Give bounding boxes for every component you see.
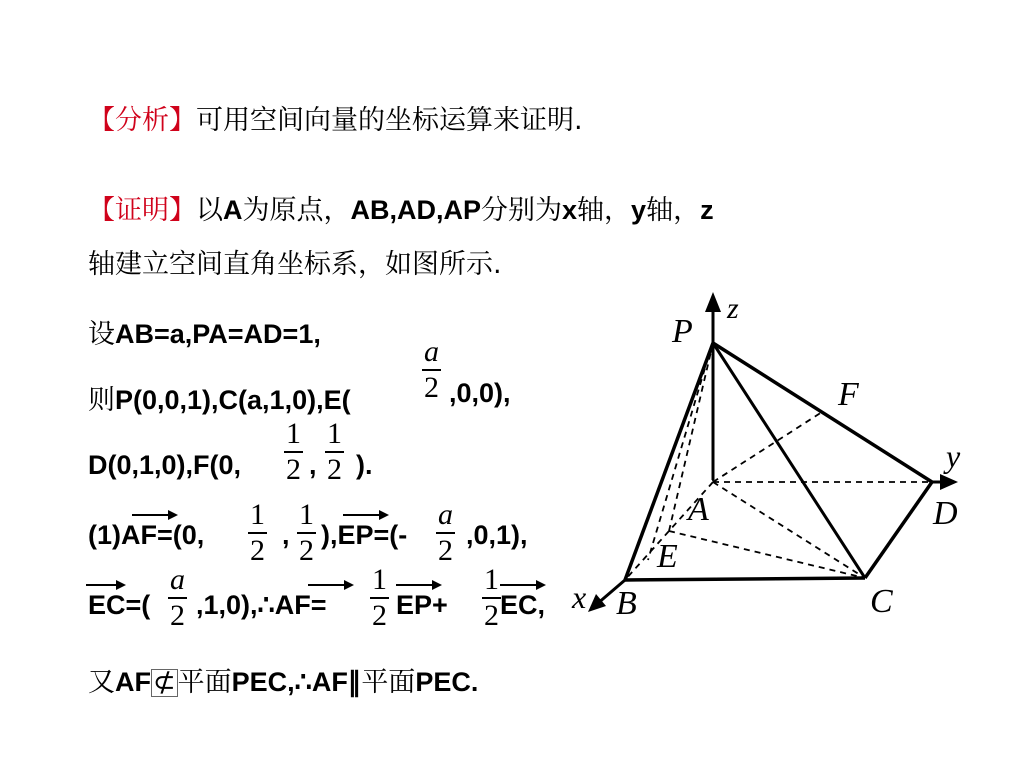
x-axis (597, 580, 625, 604)
step-1-text: AB=a,PA=AD=1, (115, 319, 321, 349)
edge-PD (713, 343, 932, 482)
dashed-AB (625, 482, 713, 580)
step-5-f3-num: 1 (482, 565, 501, 599)
step-4-f3-num: a (436, 500, 455, 534)
proof-text-a: 以 (196, 195, 223, 226)
label-A: A (688, 491, 709, 528)
dashed-AF (713, 412, 822, 482)
proof-text-f: x (562, 195, 578, 225)
z-arrowhead (705, 292, 721, 312)
analysis-tag: 【分析】 (88, 105, 196, 136)
label-z: z (727, 292, 739, 325)
step-4-fraction-3 (436, 500, 455, 566)
proof-text-g: 轴， (577, 195, 632, 226)
proof-text-j: z (700, 195, 714, 225)
step-3-f1-num: 1 (284, 419, 303, 453)
dashed-EC (669, 531, 865, 578)
step-6-text1: AF (115, 667, 151, 697)
step-5-f1-den: 2 (170, 599, 185, 632)
proof-text-i: 轴， (646, 195, 701, 226)
step-4-f3-den: 2 (438, 534, 453, 567)
step-5-text2: ,1,0),∴AF= (196, 590, 327, 620)
label-x: x (572, 579, 587, 615)
edge-BC (625, 578, 865, 580)
step-3-f1-den: 2 (286, 453, 301, 486)
step-2-frac-den: 2 (424, 371, 439, 404)
label-F: F (838, 376, 859, 413)
step-6-text2: 平面 (177, 667, 232, 698)
step-5-f2-den: 2 (372, 599, 387, 632)
step-3-f2-num: 1 (325, 419, 344, 453)
dashed-AC (713, 482, 865, 578)
proof-text-h: y (631, 195, 647, 225)
step-5-fraction-2 (370, 565, 389, 631)
analysis-line (88, 98, 583, 137)
step-1 (88, 312, 321, 351)
edge-PC (713, 343, 865, 578)
step-4-fraction-2 (297, 500, 316, 566)
step-4-fraction-1 (248, 500, 267, 566)
y-arrowhead (940, 474, 958, 490)
label-B: B (616, 585, 637, 622)
step-5-fraction-1 (168, 565, 187, 631)
step-3-text1: D(0,1,0),F(0, (88, 450, 242, 480)
step-4-comma: , (282, 520, 290, 550)
proof-line-1 (88, 188, 714, 227)
label-P: P (672, 313, 693, 350)
label-E: E (657, 538, 678, 575)
step-4-f2-den: 2 (299, 534, 314, 567)
label-y: y (946, 438, 961, 474)
step-3-fraction-1 (284, 419, 303, 485)
x-arrowhead (588, 594, 606, 612)
proof-tag: 【证明】 (88, 195, 196, 226)
label-C: C (870, 583, 893, 620)
step-4-f1-num: 1 (248, 500, 267, 534)
step-4-text2: ),EP=(- (321, 520, 408, 550)
dashed-PE (669, 343, 713, 531)
proof-text-b: A (223, 195, 243, 225)
analysis-text: 可用空间向量的坐标运算来证明. (196, 105, 583, 136)
step-3-f2-den: 2 (327, 453, 342, 486)
edge-CD (865, 482, 932, 578)
dashed-PB-inner (648, 358, 708, 560)
step-3-fraction-2 (325, 419, 344, 485)
step-5-fraction-3 (482, 565, 501, 631)
proof-line-2-text: 轴建立空间直角坐标系，如图所示. (88, 249, 502, 280)
step-3-text2: ). (356, 450, 373, 480)
step-6-notsub: ⊄ (153, 667, 176, 698)
step-2-pre: 则 (88, 385, 115, 416)
step-2-fraction (422, 337, 441, 403)
step-4-text3: ,0,1), (466, 520, 528, 550)
proof-text-e: 分别为 (481, 195, 563, 226)
proof-text-c: 为原点， (242, 195, 351, 226)
step-6-text4: 平面 (361, 667, 416, 698)
step-5-f3-den: 2 (484, 599, 499, 632)
step-5-text3: EP+ (396, 590, 448, 620)
edge-PB (625, 343, 713, 580)
proof-text-d: AB,AD,AP (350, 195, 482, 225)
step-2 (88, 378, 351, 417)
step-2-frac-num: a (422, 337, 441, 371)
step-5-text1: EC=( (88, 590, 151, 620)
step-6-pre: 又 (88, 667, 115, 698)
step-4-f2-num: 1 (297, 500, 316, 534)
step-6-text3: PEC,∴AF∥ (231, 667, 362, 697)
proof-line-2 (88, 242, 502, 281)
step-5-text4: EC, (500, 590, 546, 620)
step-2-text1: P(0,0,1),C(a,1,0),E( (115, 385, 351, 415)
step-3-comma: , (309, 450, 317, 480)
step-5-f2-num: 1 (370, 565, 389, 599)
step-2-text2: ,0,0), (449, 378, 511, 408)
step-5-f1-num: a (168, 565, 187, 599)
label-D: D (933, 495, 958, 532)
step-4-text1: (1)AF=(0, (88, 520, 205, 550)
step-4-f1-den: 2 (250, 534, 265, 567)
step-6 (88, 660, 478, 699)
step-1-pre: 设 (88, 319, 115, 350)
step-6-text5: PEC. (415, 667, 479, 697)
